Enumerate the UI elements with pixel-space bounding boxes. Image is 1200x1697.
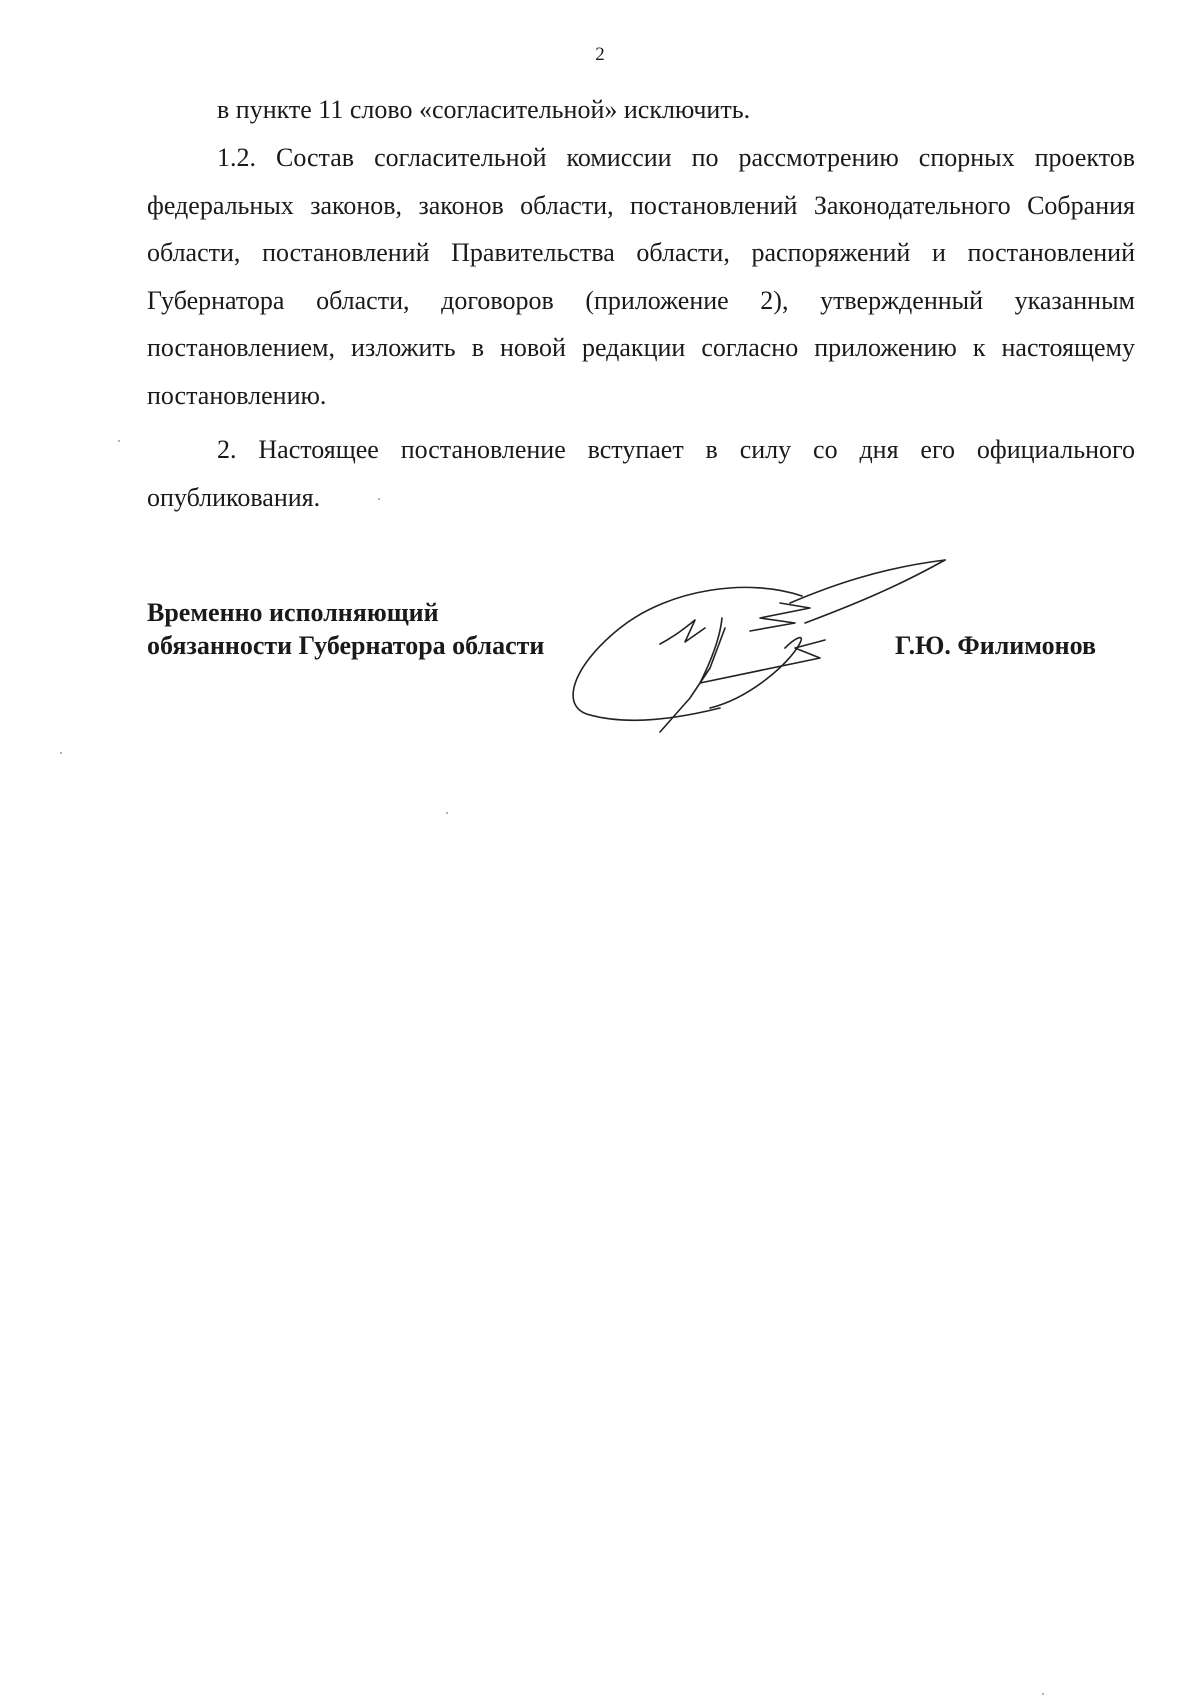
scan-speck: [1042, 1693, 1044, 1695]
scan-speck: [378, 498, 380, 500]
scan-speck: [446, 812, 448, 814]
signatory-name: Г.Ю. Филимонов: [895, 631, 1097, 660]
signatory-position-line-1: Временно исполняющий: [147, 598, 439, 627]
paragraph-item-11: в пункте 11 слово «согласительной» исключить.: [217, 95, 751, 124]
page-number: 2: [595, 44, 605, 65]
paragraph-1-2: 1.2. Состав согласительной комиссии по рассмотрению спорных проектов федеральных законов, законов области, постановлений Законодательного Собрания области, постановлений Правительства области, распоряжений и постановлений Губернатора области, договоров (приложение 2), утвержденный указанным постановлением, изложить в новой редакции согласно приложению к настоящему постановлению.: [147, 143, 1135, 410]
scan-speck: [60, 752, 62, 754]
signatory-position-line-2: обязанности Губернатора области: [147, 631, 545, 660]
signatory-position: [147, 596, 544, 662]
scan-speck: [118, 440, 120, 442]
paragraph-2: 2. Настоящее постановление вступает в силу со дня его официального опубликования.: [147, 435, 1135, 512]
